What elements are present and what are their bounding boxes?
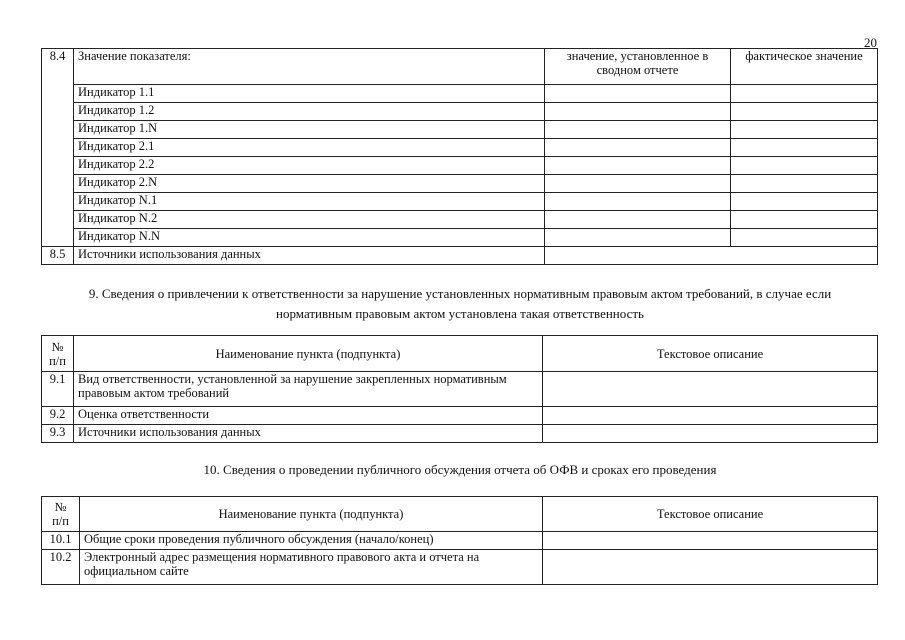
section-9-heading: 9. Сведения о привлечении к ответственности за нарушение установленных нормативным правовым актом требований, в случае если нормативным правовым актом установлена такая ответственность (88, 286, 832, 321)
row-label: Вид ответственности, установленной за нарушение закрепленных нормативным правовым актом требований (74, 372, 543, 407)
actual-value-cell (731, 193, 878, 211)
liability-table (41, 335, 878, 443)
column-header-actual: фактическое значение (731, 49, 878, 85)
actual-value-cell (731, 157, 878, 175)
row-description (543, 550, 878, 585)
indicator-row (42, 211, 878, 229)
indicator-label: Индикатор N.1 (74, 193, 545, 211)
row-number: 8.5 (42, 247, 74, 265)
table-row (42, 425, 878, 443)
row-label: Общие сроки проведения публичного обсуждения (начало/конец) (80, 532, 543, 550)
indicator-label: Индикатор 1.N (74, 121, 545, 139)
section-10-heading: 10. Сведения о проведении публичного обсуждения отчета об ОФВ и сроках его проведения (203, 462, 717, 477)
planned-value-cell (545, 211, 731, 229)
planned-value-cell (545, 193, 731, 211)
row-description (545, 247, 878, 265)
indicator-row (42, 175, 878, 193)
indicator-label: Индикатор 1.2 (74, 103, 545, 121)
planned-value-cell (545, 121, 731, 139)
description-column-header: Текстовое описание (543, 336, 878, 372)
table-header-row (42, 336, 878, 372)
indicator-row (42, 193, 878, 211)
actual-value-cell (731, 103, 878, 121)
table-row (42, 372, 878, 407)
indicators-table (41, 48, 878, 265)
table-row (42, 407, 878, 425)
description-column-header: Текстовое описание (543, 497, 878, 532)
planned-value-cell (545, 85, 731, 103)
row-label: Оценка ответственности (74, 407, 543, 425)
column-header-planned: значение, установленное в сводном отчете (545, 49, 731, 85)
row-number: 10.1 (42, 532, 80, 550)
row-description (543, 372, 878, 407)
number-column-header: № п/п (42, 497, 80, 532)
indicator-label: Индикатор N.2 (74, 211, 545, 229)
indicator-row (42, 103, 878, 121)
row-label: Электронный адрес размещения нормативного правового акта и отчета на официальном сайте (80, 550, 543, 585)
indicator-label: Индикатор 2.N (74, 175, 545, 193)
planned-value-cell (545, 139, 731, 157)
indicator-row (42, 85, 878, 103)
row-description (543, 532, 878, 550)
table-row (42, 532, 878, 550)
row-label: Значение показателя: (74, 49, 545, 85)
page-number: 20 (864, 35, 877, 50)
planned-value-cell (545, 157, 731, 175)
table-header-row (42, 497, 878, 532)
row-number: 10.2 (42, 550, 80, 585)
actual-value-cell (731, 121, 878, 139)
public-discussion-table (41, 496, 878, 585)
indicator-row (42, 229, 878, 247)
table-row (42, 49, 878, 85)
actual-value-cell (731, 85, 878, 103)
planned-value-cell (545, 229, 731, 247)
name-column-header: Наименование пункта (подпункта) (80, 497, 543, 532)
planned-value-cell (545, 175, 731, 193)
indicator-row (42, 121, 878, 139)
planned-value-cell (545, 103, 731, 121)
actual-value-cell (731, 229, 878, 247)
row-label: Источники использования данных (74, 425, 543, 443)
number-column-header: № п/п (42, 336, 74, 372)
indicator-row (42, 139, 878, 157)
table-row (42, 247, 878, 265)
actual-value-cell (731, 139, 878, 157)
table-row (42, 550, 878, 585)
row-description (543, 407, 878, 425)
row-label: Источники использования данных (74, 247, 545, 265)
row-number: 9.1 (42, 372, 74, 407)
row-number: 8.4 (42, 49, 74, 247)
row-description (543, 425, 878, 443)
indicator-label: Индикатор 2.2 (74, 157, 545, 175)
actual-value-cell (731, 175, 878, 193)
indicator-label: Индикатор N.N (74, 229, 545, 247)
row-number: 9.2 (42, 407, 74, 425)
name-column-header: Наименование пункта (подпункта) (74, 336, 543, 372)
indicator-label: Индикатор 2.1 (74, 139, 545, 157)
actual-value-cell (731, 211, 878, 229)
indicator-row (42, 157, 878, 175)
indicator-label: Индикатор 1.1 (74, 85, 545, 103)
row-number: 9.3 (42, 425, 74, 443)
